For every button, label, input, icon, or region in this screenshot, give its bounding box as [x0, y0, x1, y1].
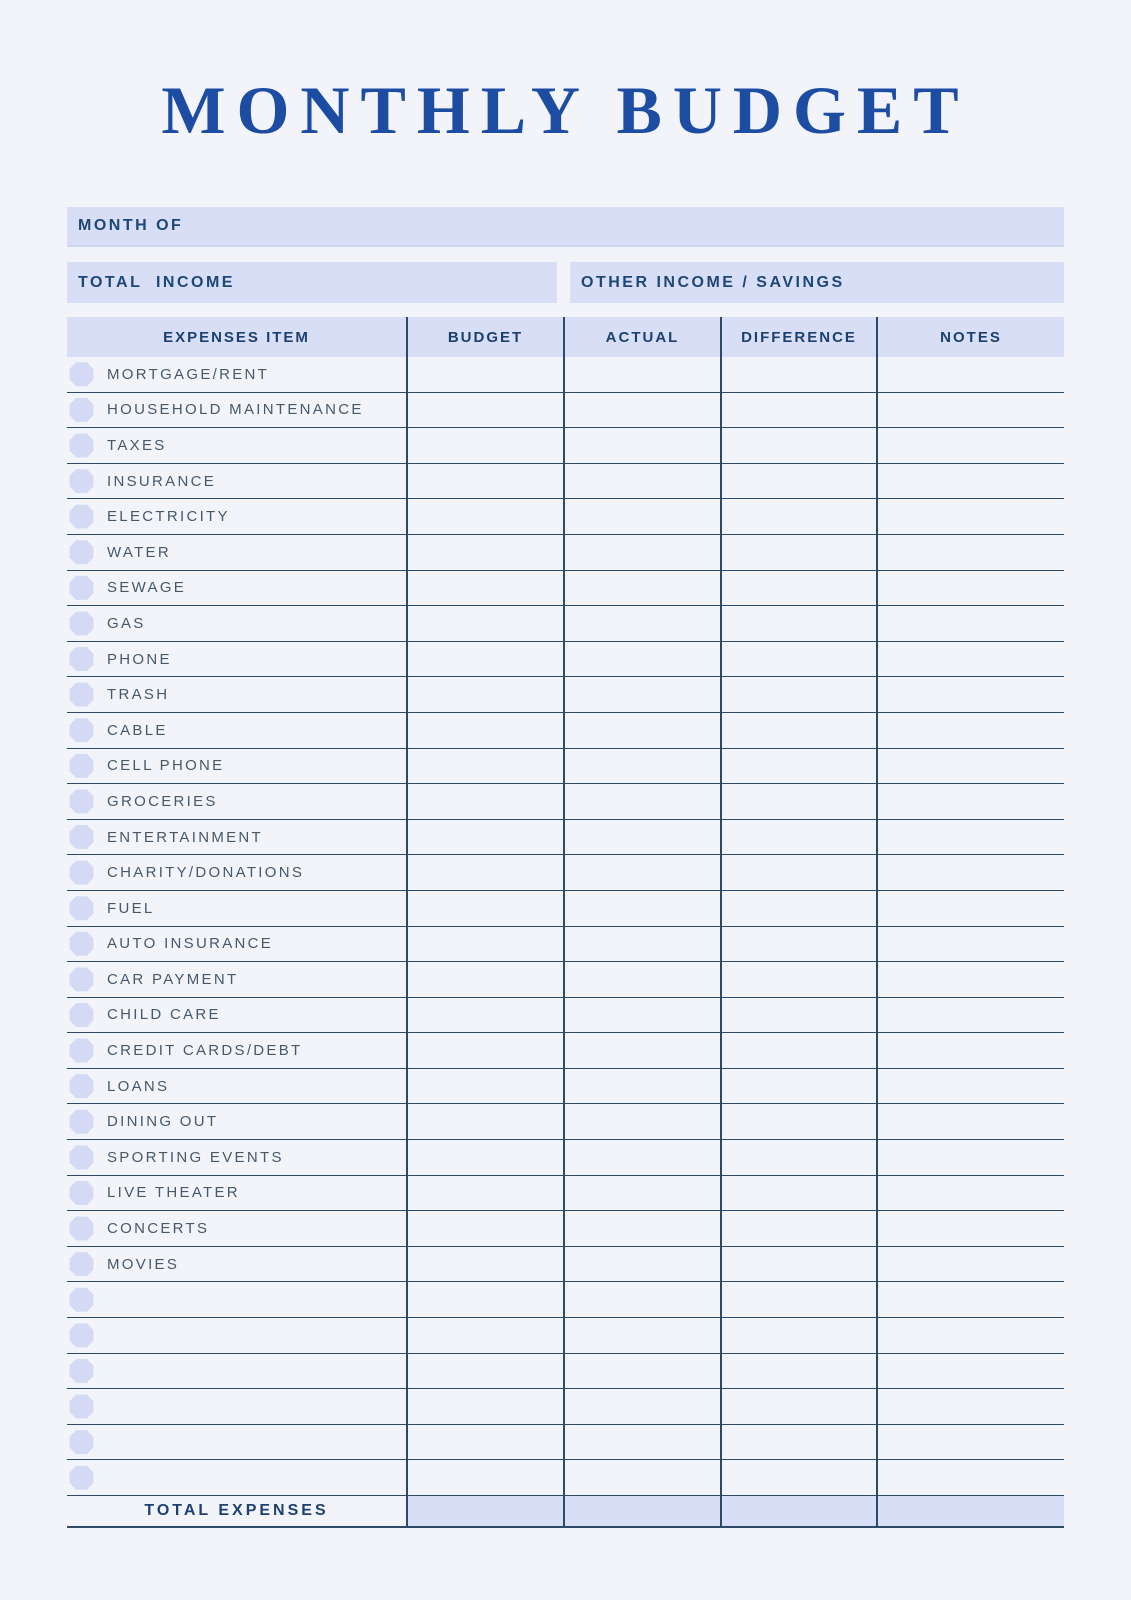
bullet-icon	[69, 1358, 94, 1383]
expense-item-label: INSURANCE	[107, 472, 217, 490]
budget-cell[interactable]	[406, 1282, 563, 1317]
table-row	[67, 1033, 1064, 1069]
notes-cell[interactable]	[876, 535, 1064, 570]
notes-cell[interactable]	[876, 1104, 1064, 1139]
expense-item-cell	[67, 464, 406, 499]
bullet-icon	[69, 682, 94, 707]
expense-item-cell	[67, 713, 406, 748]
expense-item-cell	[67, 820, 406, 855]
actual-cell[interactable]	[563, 749, 720, 784]
expense-item-cell[interactable]	[67, 1318, 406, 1353]
difference-cell[interactable]	[720, 499, 876, 534]
bullet-icon	[69, 1002, 94, 1027]
difference-cell[interactable]	[720, 784, 876, 819]
bullet-icon	[69, 1109, 94, 1134]
table-header-row	[67, 317, 1064, 357]
difference-cell[interactable]	[720, 1389, 876, 1424]
header-expenses-item: EXPENSES ITEM	[163, 328, 310, 346]
table-row	[67, 820, 1064, 856]
difference-cell[interactable]	[720, 927, 876, 962]
difference-cell[interactable]	[720, 464, 876, 499]
bullet-icon	[69, 575, 94, 600]
actual-cell[interactable]	[563, 1069, 720, 1104]
bullet-icon	[69, 1465, 94, 1490]
actual-cell[interactable]	[563, 927, 720, 962]
budget-cell[interactable]	[406, 784, 563, 819]
bullet-icon	[69, 931, 94, 956]
expense-item-cell	[67, 891, 406, 926]
bullet-icon	[69, 397, 94, 422]
expense-item-label: MORTGAGE/RENT	[107, 365, 270, 383]
difference-cell[interactable]	[720, 891, 876, 926]
expense-item-cell	[67, 606, 406, 641]
expenses-table	[67, 317, 1064, 1528]
notes-cell[interactable]	[876, 357, 1064, 392]
actual-cell[interactable]	[563, 1318, 720, 1353]
expense-item-label: GROCERIES	[107, 792, 218, 810]
notes-cell[interactable]	[876, 1354, 1064, 1389]
notes-cell[interactable]	[876, 1247, 1064, 1282]
month-of-field[interactable]	[67, 207, 1064, 247]
difference-cell[interactable]	[720, 357, 876, 392]
bullet-icon	[69, 1252, 94, 1277]
notes-cell[interactable]	[876, 962, 1064, 997]
expense-item-cell[interactable]	[67, 1460, 406, 1495]
expense-item-label: MOVIES	[107, 1255, 180, 1273]
table-row	[67, 749, 1064, 785]
expense-item-label: PHONE	[107, 650, 172, 668]
budget-cell[interactable]	[406, 1247, 563, 1282]
actual-cell[interactable]	[563, 677, 720, 712]
budget-cell[interactable]	[406, 891, 563, 926]
budget-cell[interactable]	[406, 1389, 563, 1424]
budget-cell[interactable]	[406, 1211, 563, 1246]
difference-cell[interactable]	[720, 393, 876, 428]
expense-item-cell	[67, 1069, 406, 1104]
table-row	[67, 464, 1064, 500]
actual-cell[interactable]	[563, 571, 720, 606]
table-row	[67, 998, 1064, 1034]
difference-cell[interactable]	[720, 1176, 876, 1211]
budget-cell[interactable]	[406, 1069, 563, 1104]
actual-cell[interactable]	[563, 1389, 720, 1424]
budget-cell[interactable]	[406, 1140, 563, 1175]
expense-item-cell	[67, 784, 406, 819]
actual-cell[interactable]	[563, 1176, 720, 1211]
notes-cell[interactable]	[876, 927, 1064, 962]
notes-cell[interactable]	[876, 1033, 1064, 1068]
actual-cell[interactable]	[563, 998, 720, 1033]
expense-item-cell[interactable]	[67, 1389, 406, 1424]
table-row	[67, 1282, 1064, 1318]
table-row	[67, 357, 1064, 393]
table-row	[67, 1104, 1064, 1140]
budget-cell[interactable]	[406, 606, 563, 641]
bullet-icon	[69, 1145, 94, 1170]
expense-item-cell	[67, 1211, 406, 1246]
notes-cell[interactable]	[876, 428, 1064, 463]
notes-cell[interactable]	[876, 642, 1064, 677]
total-notes-cell[interactable]	[876, 1496, 1064, 1526]
actual-cell[interactable]	[563, 642, 720, 677]
table-row	[67, 393, 1064, 429]
bullet-icon	[69, 1394, 94, 1419]
notes-cell[interactable]	[876, 855, 1064, 890]
expense-item-label: HOUSEHOLD MAINTENANCE	[107, 401, 364, 419]
notes-cell[interactable]	[876, 677, 1064, 712]
bullet-icon	[69, 611, 94, 636]
table-row	[67, 571, 1064, 607]
total-budget-cell[interactable]	[406, 1496, 563, 1526]
table-row	[67, 606, 1064, 642]
expense-item-label: GAS	[107, 614, 146, 632]
bullet-icon	[69, 860, 94, 885]
expense-item-cell	[67, 749, 406, 784]
bullet-icon	[69, 789, 94, 814]
bullet-icon	[69, 718, 94, 743]
budget-cell[interactable]	[406, 1460, 563, 1495]
actual-cell[interactable]	[563, 535, 720, 570]
actual-cell[interactable]	[563, 713, 720, 748]
expense-item-cell[interactable]	[67, 1354, 406, 1389]
header-notes: NOTES	[876, 317, 1064, 357]
notes-cell[interactable]	[876, 1176, 1064, 1211]
expense-item-label: FUEL	[107, 899, 155, 917]
expense-item-label: ELECTRICITY	[107, 508, 230, 526]
budget-cell[interactable]	[406, 962, 563, 997]
actual-cell[interactable]	[563, 393, 720, 428]
expense-item-cell[interactable]	[67, 1425, 406, 1460]
other-income-savings-label: OTHER INCOME / SAVINGS	[581, 273, 845, 291]
bullet-icon	[69, 967, 94, 992]
table-row	[67, 642, 1064, 678]
notes-cell[interactable]	[876, 606, 1064, 641]
expense-item-cell	[67, 1176, 406, 1211]
expense-item-label: CREDIT CARDS/DEBT	[107, 1042, 303, 1060]
budget-cell[interactable]	[406, 499, 563, 534]
bullet-icon	[69, 753, 94, 778]
notes-cell[interactable]	[876, 499, 1064, 534]
notes-cell[interactable]	[876, 998, 1064, 1033]
total-income-label: TOTAL INCOME	[78, 273, 235, 291]
actual-cell[interactable]	[563, 428, 720, 463]
header-actual: ACTUAL	[563, 317, 720, 357]
budget-cell[interactable]	[406, 927, 563, 962]
expense-item-label: LIVE THEATER	[107, 1184, 240, 1202]
expense-item-cell	[67, 962, 406, 997]
page-title: MONTHLY BUDGET	[161, 72, 970, 148]
table-row	[67, 962, 1064, 998]
actual-cell[interactable]	[563, 1247, 720, 1282]
header-difference: DIFFERENCE	[720, 317, 876, 357]
bullet-icon	[69, 1038, 94, 1063]
expense-item-label: TRASH	[107, 686, 170, 704]
bullet-icon	[69, 362, 94, 387]
expense-item-cell	[67, 499, 406, 534]
budget-cell[interactable]	[406, 1425, 563, 1460]
expense-item-label: CELL PHONE	[107, 757, 225, 775]
difference-cell[interactable]	[720, 1425, 876, 1460]
difference-cell[interactable]	[720, 1033, 876, 1068]
expense-item-cell	[67, 1104, 406, 1139]
actual-cell[interactable]	[563, 464, 720, 499]
difference-cell[interactable]	[720, 571, 876, 606]
bullet-icon	[69, 1074, 94, 1099]
expense-item-label: CHILD CARE	[107, 1006, 221, 1024]
income-section	[67, 262, 1064, 303]
difference-cell[interactable]	[720, 1354, 876, 1389]
total-difference-cell[interactable]	[720, 1496, 876, 1526]
table-row	[67, 1211, 1064, 1247]
table-row	[67, 1069, 1064, 1105]
table-body	[67, 357, 1064, 1496]
total-expenses-row	[67, 1496, 1064, 1528]
table-row	[67, 855, 1064, 891]
expense-item-label: CABLE	[107, 721, 168, 739]
budget-cell[interactable]	[406, 1033, 563, 1068]
difference-cell[interactable]	[720, 1282, 876, 1317]
notes-cell[interactable]	[876, 1460, 1064, 1495]
notes-cell[interactable]	[876, 820, 1064, 855]
expense-item-cell	[67, 357, 406, 392]
budget-cell[interactable]	[406, 393, 563, 428]
expense-item-label: CONCERTS	[107, 1220, 210, 1238]
budget-cell[interactable]	[406, 749, 563, 784]
total-actual-cell[interactable]	[563, 1496, 720, 1526]
difference-cell[interactable]	[720, 428, 876, 463]
table-row	[67, 535, 1064, 571]
notes-cell[interactable]	[876, 1282, 1064, 1317]
notes-cell[interactable]	[876, 1425, 1064, 1460]
notes-cell[interactable]	[876, 571, 1064, 606]
table-row	[67, 1176, 1064, 1212]
budget-cell[interactable]	[406, 1354, 563, 1389]
actual-cell[interactable]	[563, 784, 720, 819]
actual-cell[interactable]	[563, 1425, 720, 1460]
bullet-icon	[69, 1430, 94, 1455]
difference-cell[interactable]	[720, 1318, 876, 1353]
notes-cell[interactable]	[876, 1211, 1064, 1246]
budget-cell[interactable]	[406, 357, 563, 392]
difference-cell[interactable]	[720, 713, 876, 748]
difference-cell[interactable]	[720, 1140, 876, 1175]
bullet-icon	[69, 825, 94, 850]
table-row	[67, 1425, 1064, 1461]
notes-cell[interactable]	[876, 1318, 1064, 1353]
difference-cell[interactable]	[720, 535, 876, 570]
difference-cell[interactable]	[720, 1211, 876, 1246]
bullet-icon	[69, 1216, 94, 1241]
bullet-icon	[69, 896, 94, 921]
table-row	[67, 713, 1064, 749]
expense-item-label: AUTO INSURANCE	[107, 935, 274, 953]
actual-cell[interactable]	[563, 855, 720, 890]
budget-cell[interactable]	[406, 998, 563, 1033]
expense-item-label: CAR PAYMENT	[107, 970, 239, 988]
table-row	[67, 1140, 1064, 1176]
actual-cell[interactable]	[563, 1033, 720, 1068]
difference-cell[interactable]	[720, 1460, 876, 1495]
difference-cell[interactable]	[720, 642, 876, 677]
notes-cell[interactable]	[876, 393, 1064, 428]
bullet-icon	[69, 1180, 94, 1205]
bullet-icon	[69, 1287, 94, 1312]
table-row	[67, 677, 1064, 713]
bullet-icon	[69, 540, 94, 565]
difference-cell[interactable]	[720, 962, 876, 997]
budget-cell[interactable]	[406, 428, 563, 463]
budget-cell[interactable]	[406, 713, 563, 748]
month-of-label: MONTH OF	[78, 217, 184, 234]
difference-cell[interactable]	[720, 1104, 876, 1139]
budget-cell[interactable]	[406, 855, 563, 890]
header-budget: BUDGET	[406, 317, 563, 357]
expense-item-cell	[67, 571, 406, 606]
bullet-icon	[69, 469, 94, 494]
bullet-icon	[69, 433, 94, 458]
budget-cell[interactable]	[406, 464, 563, 499]
expense-item-label: DINING OUT	[107, 1113, 219, 1131]
notes-cell[interactable]	[876, 1389, 1064, 1424]
budget-cell[interactable]	[406, 1176, 563, 1211]
table-row	[67, 1389, 1064, 1425]
actual-cell[interactable]	[563, 1140, 720, 1175]
table-row	[67, 1354, 1064, 1390]
actual-cell[interactable]	[563, 1354, 720, 1389]
actual-cell[interactable]	[563, 357, 720, 392]
notes-cell[interactable]	[876, 784, 1064, 819]
expense-item-cell	[67, 428, 406, 463]
actual-cell[interactable]	[563, 1104, 720, 1139]
actual-cell[interactable]	[563, 1460, 720, 1495]
budget-cell[interactable]	[406, 535, 563, 570]
expense-item-label: TAXES	[107, 436, 167, 454]
expense-item-label: WATER	[107, 543, 171, 561]
expense-item-cell[interactable]	[67, 1282, 406, 1317]
expense-item-cell	[67, 998, 406, 1033]
expense-item-cell	[67, 393, 406, 428]
expense-item-cell	[67, 535, 406, 570]
expense-item-cell	[67, 1247, 406, 1282]
difference-cell[interactable]	[720, 606, 876, 641]
expense-item-label: SEWAGE	[107, 579, 187, 597]
total-income-field[interactable]	[67, 262, 557, 303]
difference-cell[interactable]	[720, 677, 876, 712]
actual-cell[interactable]	[563, 891, 720, 926]
actual-cell[interactable]	[563, 1282, 720, 1317]
difference-cell[interactable]	[720, 1069, 876, 1104]
notes-cell[interactable]	[876, 713, 1064, 748]
expense-item-cell	[67, 1033, 406, 1068]
difference-cell[interactable]	[720, 855, 876, 890]
expense-item-label: SPORTING EVENTS	[107, 1148, 284, 1166]
bullet-icon	[69, 504, 94, 529]
expense-item-label: ENTERTAINMENT	[107, 828, 264, 846]
actual-cell[interactable]	[563, 1211, 720, 1246]
difference-cell[interactable]	[720, 1247, 876, 1282]
notes-cell[interactable]	[876, 464, 1064, 499]
table-row	[67, 1460, 1064, 1496]
actual-cell[interactable]	[563, 820, 720, 855]
expense-item-cell	[67, 927, 406, 962]
expense-item-cell	[67, 642, 406, 677]
bullet-icon	[69, 647, 94, 672]
table-row	[67, 499, 1064, 535]
actual-cell[interactable]	[563, 962, 720, 997]
table-row	[67, 784, 1064, 820]
expense-item-cell	[67, 1140, 406, 1175]
expense-item-cell	[67, 677, 406, 712]
difference-cell[interactable]	[720, 820, 876, 855]
table-row	[67, 1247, 1064, 1283]
bullet-icon	[69, 1323, 94, 1348]
budget-page	[67, 0, 1064, 1528]
table-row	[67, 891, 1064, 927]
difference-cell[interactable]	[720, 749, 876, 784]
notes-cell[interactable]	[876, 891, 1064, 926]
expense-item-label: LOANS	[107, 1077, 170, 1095]
expense-item-cell	[67, 855, 406, 890]
budget-cell[interactable]	[406, 820, 563, 855]
table-row	[67, 927, 1064, 963]
budget-cell[interactable]	[406, 571, 563, 606]
total-expenses-label: TOTAL EXPENSES	[144, 1502, 329, 1519]
table-row	[67, 428, 1064, 464]
actual-cell[interactable]	[563, 499, 720, 534]
budget-cell[interactable]	[406, 642, 563, 677]
actual-cell[interactable]	[563, 606, 720, 641]
notes-cell[interactable]	[876, 749, 1064, 784]
budget-cell[interactable]	[406, 1318, 563, 1353]
budget-cell[interactable]	[406, 677, 563, 712]
notes-cell[interactable]	[876, 1140, 1064, 1175]
expense-item-label: CHARITY/DONATIONS	[107, 864, 305, 882]
notes-cell[interactable]	[876, 1069, 1064, 1104]
table-row	[67, 1318, 1064, 1354]
difference-cell[interactable]	[720, 998, 876, 1033]
budget-cell[interactable]	[406, 1104, 563, 1139]
other-income-savings-field[interactable]	[570, 262, 1064, 303]
